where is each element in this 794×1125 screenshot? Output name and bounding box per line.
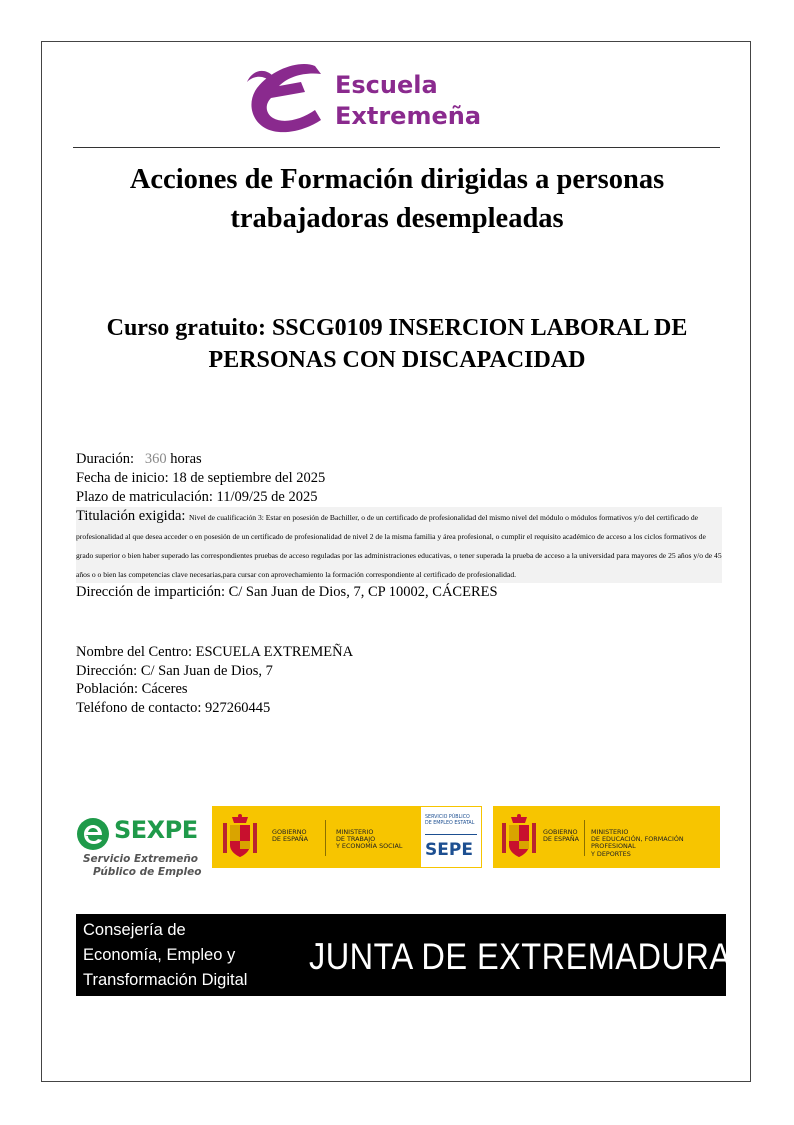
direccion-imparticion: Dirección de impartición: C/ San Juan de Dios, 7, CP 10002, CÁCERES: [76, 584, 498, 600]
document-title: [60, 160, 734, 238]
sepe-logo: [421, 807, 481, 867]
logo-wordmark: [335, 70, 481, 132]
sepe-top-line-2: DE EMPLEO ESTATAL: [425, 820, 475, 826]
duracion-row: [76, 450, 722, 469]
gob-b-line-1: GOBIERNO: [543, 828, 578, 836]
gobierno-text-a: [272, 829, 308, 843]
gobierno-text-b: [543, 829, 579, 843]
course-title: [60, 312, 734, 376]
escuela-extremena-e-icon: [243, 58, 329, 144]
logo-line-2: Extremeña: [335, 102, 482, 130]
min-a-line-3: Y ECONOMÍA SOCIAL: [336, 842, 403, 851]
titulacion-label: Titulación exigida:: [76, 508, 186, 524]
consejeria-line-1: Consejería de: [83, 921, 186, 939]
min-a-line-2: DE TRABAJO: [336, 835, 376, 844]
min-a-line-1: MINISTERIO: [336, 828, 374, 836]
min-b-line-3: Y DEPORTES: [591, 849, 631, 858]
sexpe-subtitle: [83, 853, 201, 879]
fecha-inicio: Fecha de inicio: 18 de septiembre del 2025: [76, 470, 326, 486]
sexpe-logo: [76, 816, 206, 886]
logo-line-1: Escuela: [335, 71, 438, 99]
escuela-extremena-logo: [243, 58, 543, 144]
sexpe-e-icon: [76, 817, 112, 851]
gob-a-line-2: DE ESPAÑA: [272, 835, 309, 844]
ministerio-educacion-text: [591, 829, 720, 858]
sexpe-wordmark: SEXPE: [114, 816, 198, 844]
consejeria-line-2: Economía, Empleo y: [83, 946, 236, 964]
titulacion-block: [76, 507, 722, 583]
title-line-2: trabajadoras desempleadas: [230, 203, 564, 234]
center-town: Población: Cáceres: [76, 681, 188, 697]
duracion-label: Duración:: [76, 451, 134, 467]
course-line-1: Curso gratuito: SSCG0109 INSERCION LABORAL DE: [106, 315, 688, 341]
course-details: [76, 450, 722, 602]
consejeria-text: [83, 918, 247, 993]
duracion-unit: horas: [170, 451, 202, 467]
junta-extremadura-banner: [76, 914, 732, 996]
plazo-matriculacion: Plazo de matriculación: 11/09/25 de 2025: [76, 489, 318, 505]
header-divider: [73, 147, 720, 148]
min-b-line-1: MINISTERIO: [591, 828, 629, 836]
sepe-wordmark: SEPE: [425, 840, 473, 860]
duracion-value: 360: [144, 451, 167, 467]
spain-coat-of-arms-icon: [220, 813, 260, 861]
course-line-2: PERSONAS CON DISCAPACIDAD: [208, 347, 586, 373]
sepe-rule: [425, 834, 477, 835]
center-info: [76, 643, 353, 717]
ministerio-trabajo-text: [336, 829, 402, 851]
sexpe-sub-line-2: Público de Empleo: [93, 866, 202, 878]
center-name: Nombre del Centro: ESCUELA EXTREMEÑA: [76, 644, 354, 660]
titulacion-text: Nivel de cualificación 3: Estar en posesión de Bachiller, o de un certificado de profesionalidad del mismo nivel del módulo o módulos formativos y/o del certificado de profesionalidad al que desea acceder o en posesión de un certificado de profesionalidad de nivel 2 de la misma familia y área profesional, o cumplir el requisito académico de acceso a los ciclos formativos de grado superior o bien haber superado las correspondientes pruebas de acceso reguladas por las administraciones educativas, o tener superada la prueba de acceso a la universidad para mayores de 25 años y/o de 45 años o o bien las competencias clave necesarias,para cursar con aprovechamiento la formación correspondiente al certificado de profesionalidad.: [76, 513, 722, 579]
gobierno-educacion-logo: [493, 806, 720, 868]
title-line-1: Acciones de Formación dirigidas a personas: [129, 164, 665, 195]
sexpe-sub-line-1: Servicio Extremeño: [83, 853, 199, 865]
center-phone: Teléfono de contacto: 927260445: [76, 699, 271, 716]
gov-divider-a: [325, 820, 326, 856]
spain-coat-of-arms-icon: [499, 813, 539, 861]
consejeria-line-3: Transformación Digital: [83, 971, 248, 989]
center-address: Dirección: C/ San Juan de Dios, 7: [76, 662, 273, 679]
gobierno-trabajo-sepe-logo: [212, 806, 482, 868]
gov-divider-b: [584, 820, 585, 856]
gob-a-line-1: GOBIERNO: [272, 828, 307, 836]
sepe-subtitle: [425, 815, 479, 826]
junta-wordmark: JUNTA DE EXTREMADURA: [309, 936, 732, 977]
min-b-line-2: DE EDUCACIÓN, FORMACIÓN PROFESIONAL: [591, 835, 684, 851]
sepe-top-line-1: SERVICIO PÚBLICO: [425, 815, 470, 820]
gob-b-line-2: DE ESPAÑA: [543, 835, 580, 844]
